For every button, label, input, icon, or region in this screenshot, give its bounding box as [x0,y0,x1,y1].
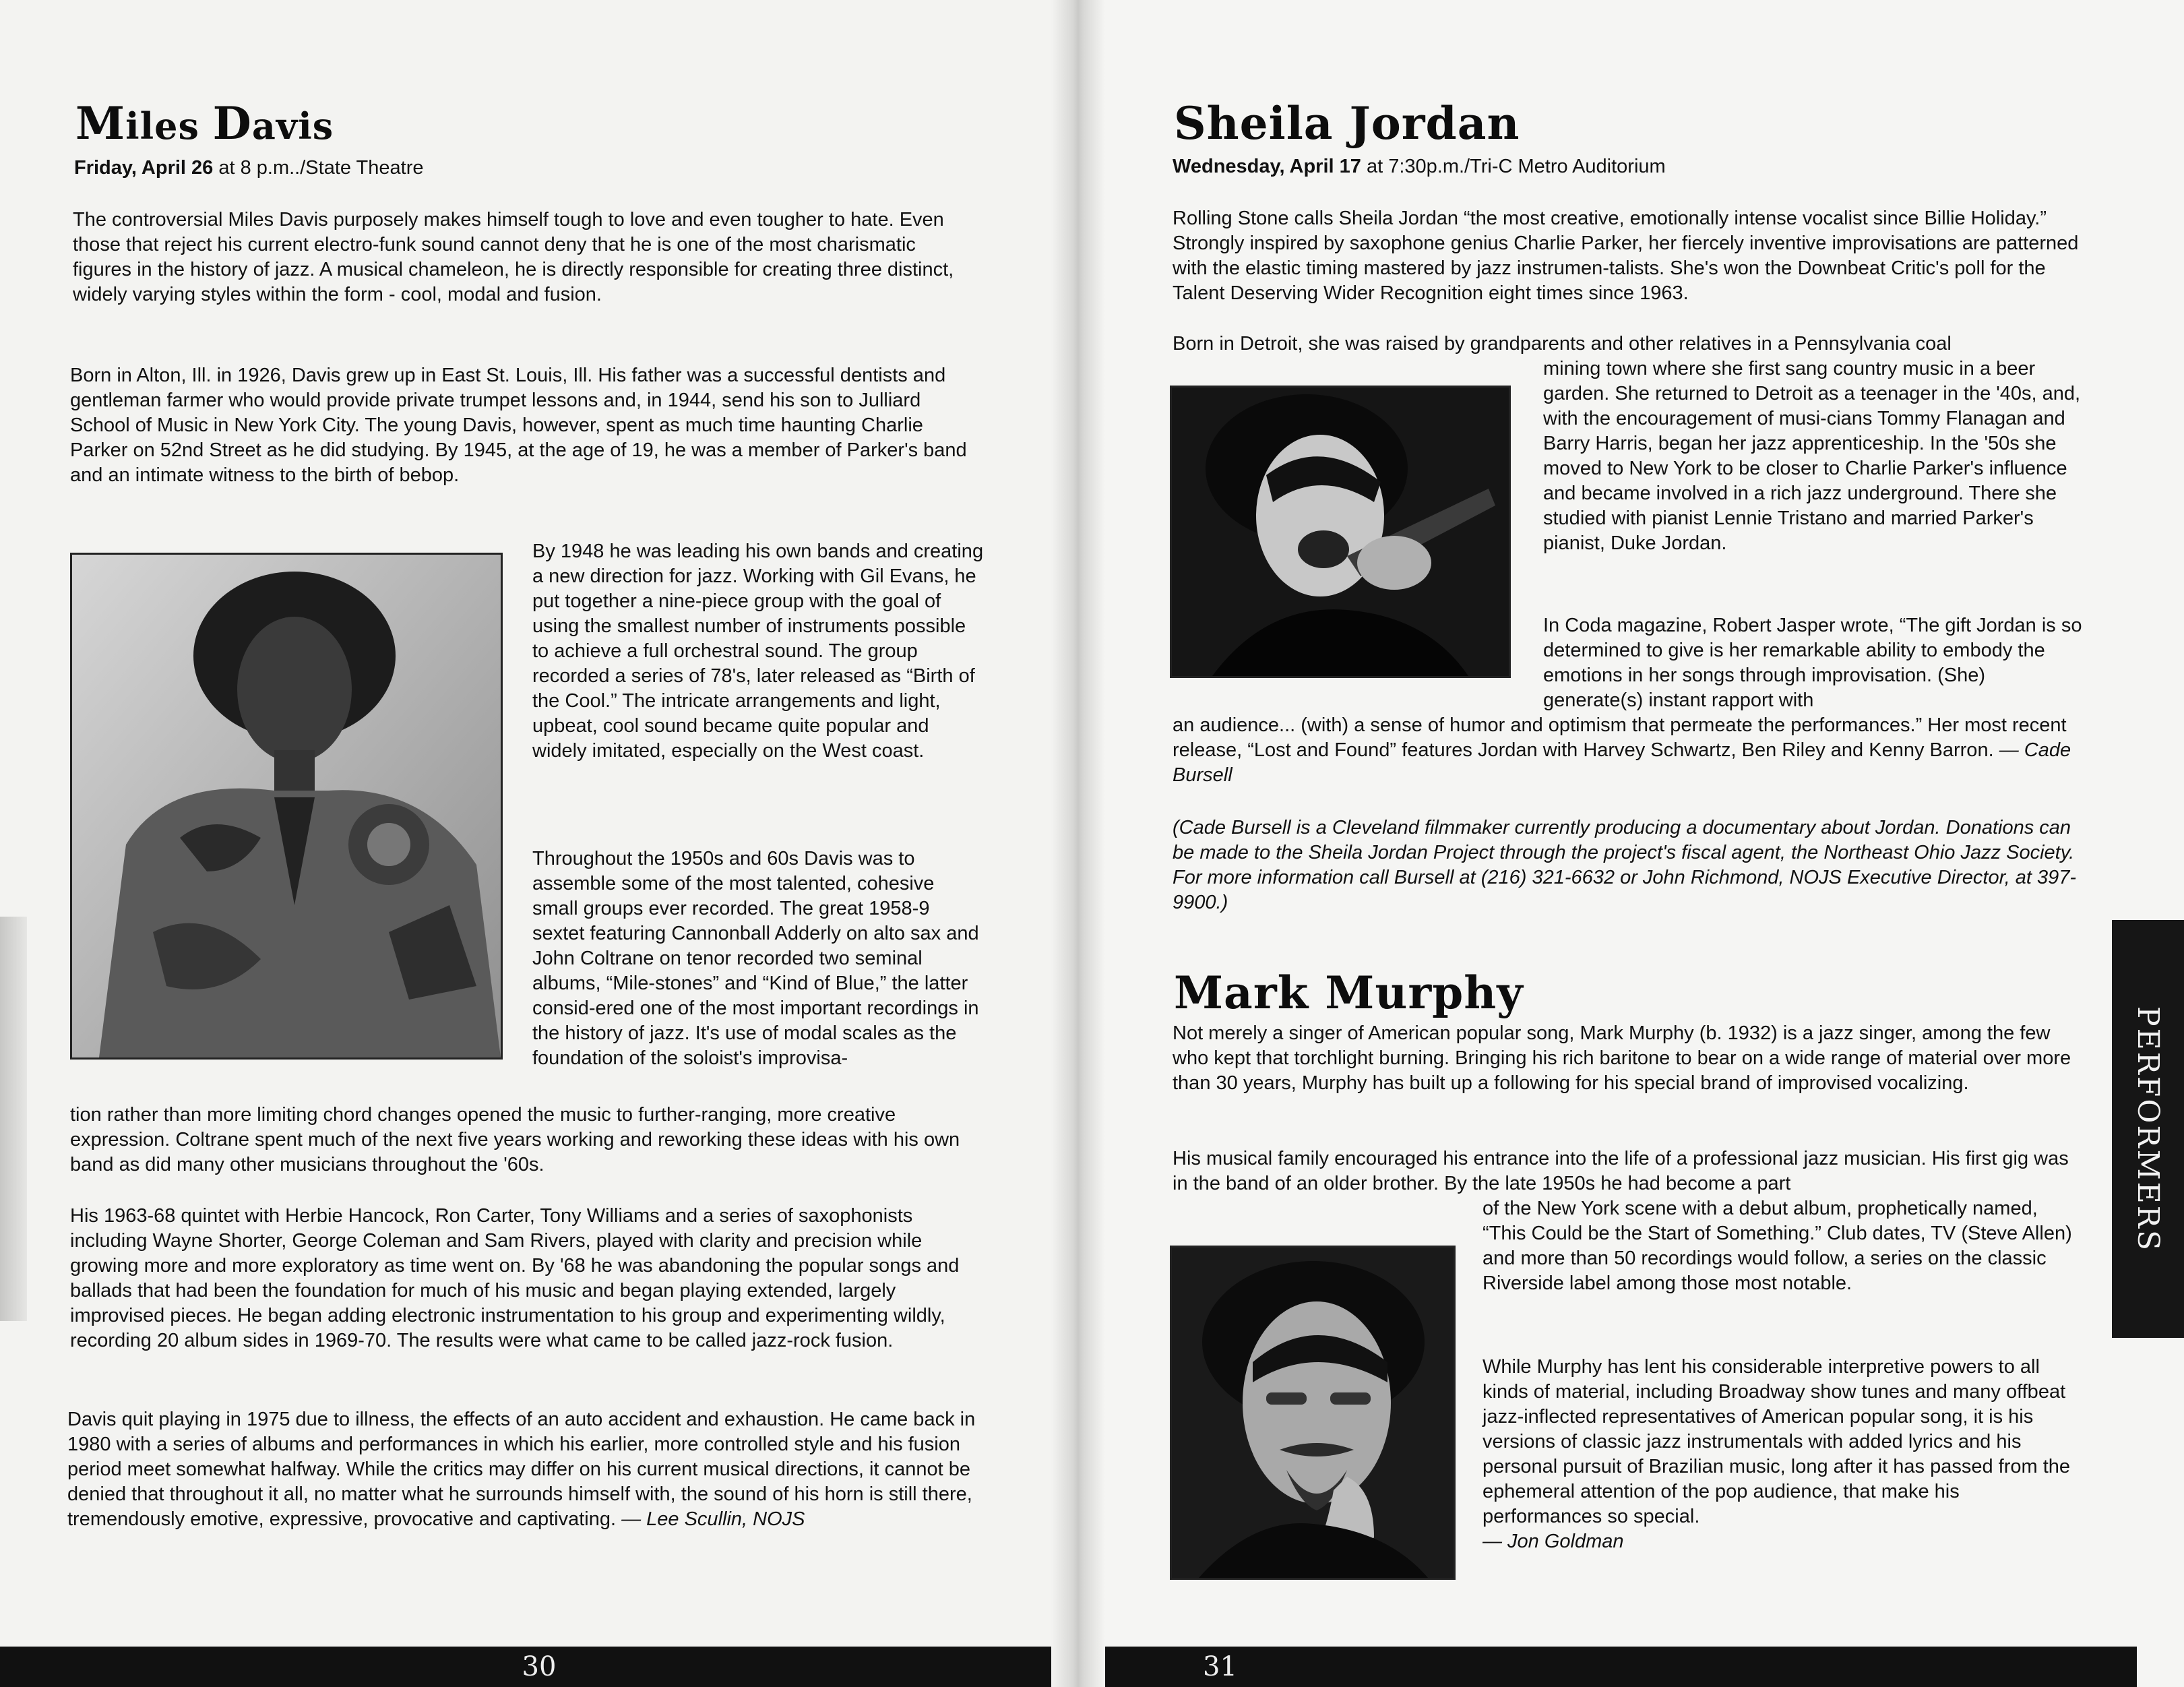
davis-paragraph-2: Born in Alton, Ill. in 1926, Davis grew up in East St. Louis, Ill. His father was a successful dentists and gentleman farmer who would provide private trumpet lessons and, in 1944, send his son to Julliard School of Music in New York City. The young Davis, however, spent as much time haunting Charlie Parker on 52nd Street as he did studying. By 1945, at the age of 19, he was a member of Parker's band and an intimate witness to the birth of bebop. [70,365,967,486]
page-edge-shadow [0,917,27,1321]
jordan-paragraph-3-wrap: In Coda magazine, Robert Jasper wrote, “The gift Jordan is so determined to give is her remarkable ability to embody the emotions in her songs through improvisation. (She) generate(s) instant rapport with [1543,615,2082,711]
footer-bar-left [0,1647,1058,1687]
page-number-right: 31 [1203,1651,1237,1682]
jordan-paragraph-1: Rolling Stone calls Sheila Jordan “the most creative, emotionally intense vocalist since Billie Holiday.” Strongly inspired by saxophone genius Charlie Parker, her fiercely inventive improvisations are patterned with the elastic timing mastered by jazz instrumen-talists. She's won the Downbeat Critic's poll for the Talent Deserving Wider Recognition eight times since 1963. [1173,208,2079,304]
murphy-paragraph-1: Not merely a singer of American popular song, Mark Murphy (b. 1932) is a jazz singer, among the few who kept that torchlight burning. Bringing his rich baritone to bear on a wide range of material over more than 30 years, Murphy has built up a following for his special brand of improvised vocalizing. [1173,1022,2071,1094]
davis-paragraph-1: The controversial Miles Davis purposely makes himself tough to love and even tougher to hate. Even those that reject his current electro-funk sound cannot deny that he is one of the most charismatic figures in the history of jazz. A musical chameleon, he is directly responsible for creating three distinct, widely varying styles within the form - cool, modal and fusion. [73,209,954,305]
side-tab-label: PERFORMERS [2131,1006,2165,1252]
miles-davis-date-venue: Friday, April 26 at 8 p.m../State Theatre [74,157,424,179]
mark-murphy-heading: Mark Murphy [1174,967,1524,1019]
footer-bar-right [1098,1647,2137,1687]
left-page [0,0,1078,1687]
murphy-paragraph-2-wrap: of the New York scene with a debut album, prophetically named, “This Could be the Start of Something.” Club dates, TV (Steve Allen) and more than 50 recordings would follow, a series on the classic Riverside label among those most notable. [1483,1198,2072,1294]
book-gutter [1051,0,1105,1687]
davis-credit: — Lee Scullin, NOJS [621,1508,805,1530]
miles-davis-photo [70,553,503,1060]
davis-paragraph-7: Davis quit playing in 1975 due to illness, the effects of an auto accident and exhaustion. He came back in 1980 with a series of albums and performances in which his earlier, more controlled style and his fusion period meet somewhat halfway. While the critics may differ on his current musical directions, it cannot be denied that throughout it all, no matter what he surrounds himself with, the sound of his horn is still there, tremendously emotive, expressive, provocative and captivating. — Lee Scullin, NOJS [67,1409,976,1530]
miles-davis-heading: Miles Davis [75,97,334,150]
davis-paragraph-5: tion rather than more limiting chord changes opened the music to further-ranging, more creative expression. Coltrane spent much of the next five years working and reworking these ideas with his own band as did many other musicians throughout the '60s. [70,1104,960,1175]
page-number-left: 30 [522,1651,557,1682]
davis-paragraph-6: His 1963-68 quintet with Herbie Hancock, Ron Carter, Tony Williams and a series of saxophonists including Wayne Shorter, George Coleman and Sam Rivers, played with clarity and precision while growing more and more exploratory as time went on. By '68 he was abandoning the popular songs and ballads that had been the foundation for much of his music and began playing extended, largely improvised pieces. He began adding electronic instrumentation to his group and experimenting wildly, recording 20 album sides in 1969-70. The results were what came to be called jazz-rock fusion. [70,1205,960,1351]
mark-murphy-portrait-image [1172,1248,1454,1578]
right-page [1078,0,2184,1687]
jordan-donation-note: (Cade Bursell is a Cleveland filmmaker currently producing a documentary about Jordan. Donations can be made to the Sheila Jordan Project through the project's fiscal agent, the Northeast Ohio Jazz Society. For more information call Bursell at (216) 321-6632 or John Richmond, NOJS Executive Director, at 397-9900.) [1173,817,2077,913]
davis-paragraph-4: Throughout the 1950s and 60s Davis was to assemble some of the most talented, cohesive small groups ever recorded. The great 1958-9 sextet featuring Cannonball Adderly on alto sax and John Coltrane on tenor recorded two seminal albums, “Mile-stones” and “Kind of Blue,” the latter consid-ered one of the most important recordings in the history of jazz. It's use of modal scales as the foundation of the soloist's improvisa- [532,848,979,1069]
murphy-paragraph-3: While Murphy has lent his considerable interpretive powers to all kinds of material, including Broadway show tunes and many offbeat jazz-inflected representatives of American popular song, it is his versions of classic jazz instrumentals with added lyrics and his personal pursuit of Brazilian music, long after it has passed from the ephemeral attention of the pop audience, that make his performances so special. [1483,1356,2071,1527]
jordan-paragraph-2-lead: Born in Detroit, she was raised by grandparents and other relatives in a Pennsylvania coal [1173,333,1952,355]
sheila-jordan-heading: Sheila Jordan [1174,97,1520,150]
davis-paragraph-3: By 1948 he was leading his own bands and creating a new direction for jazz. Working with Gil Evans, he put together a nine-piece group with the goal of using the smallest number of instruments possible to achieve a full orchestral sound. The group recorded a series of 78's, later released as “Birth of the Cool.” The intricate arrangements and light, upbeat, cool sound became quite popular and widely imitated, especially on the West coast. [532,541,984,762]
miles-davis-portrait-image [72,555,501,1057]
murphy-paragraph-2-lead: His musical family encouraged his entrance into the life of a professional jazz musician. His first gig was in the band of an older brother. By the late 1950s he had become a part [1173,1148,2069,1194]
sheila-jordan-date-venue: Wednesday, April 17 at 7:30p.m./Tri-C Metro Auditorium [1173,156,1666,177]
jordan-paragraph-2-wrap: mining town where she first sang country music in a beer garden. She returned to Detroit as a teenager in the '40s, and, with the encouragement of musi-cians Tommy Flanagan and Barry Harris, began her jazz apprenticeship. In the '50s she moved to New York to be closer to Charlie Parker's influence and became involved in a rich jazz underground. There she studied with pianist Lennie Tristano and married Parker's pianist, Duke Jordan. [1543,358,2081,554]
mark-murphy-photo [1170,1246,1456,1580]
murphy-credit: — Jon Goldman [1483,1531,1624,1552]
performers-side-tab [2112,920,2184,1338]
jordan-credit: — Cade Bursell [1173,739,2071,786]
sheila-jordan-photo [1170,386,1511,678]
sheila-jordan-portrait-image [1172,388,1509,676]
jordan-paragraph-3: an audience... (with) a sense of humor and optimism that permeate the performances.” Her most recent release, “Lost and Found” features Jordan with Harvey Schwartz, Ben Riley and Kenny Barron. — Cade Bursell [1173,714,2071,786]
